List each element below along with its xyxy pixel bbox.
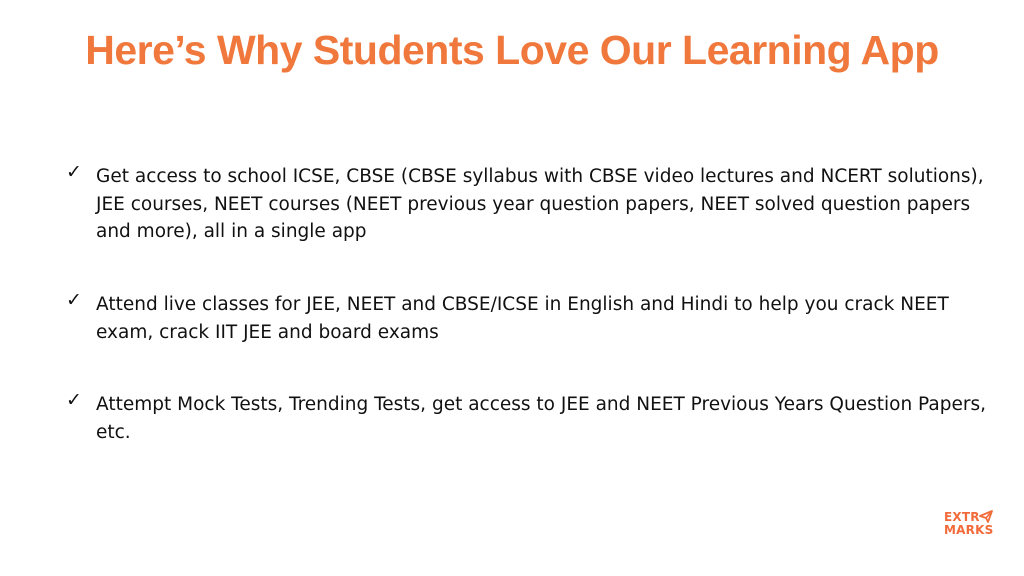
checkmark-icon: ✓	[66, 161, 82, 183]
paper-plane-icon	[979, 510, 993, 523]
bullet-item	[66, 391, 986, 446]
checkmark-icon: ✓	[66, 389, 82, 411]
bullet-text: Attempt Mock Tests, Trending Tests, get access to JEE and NEET Previous Years Question Papers, etc.	[96, 394, 986, 443]
bullet-item	[66, 291, 986, 346]
slide-title: Here’s Why Students Love Our Learning App	[85, 27, 939, 73]
logo-line-2: MARKS	[944, 523, 994, 537]
bullet-text: Get access to school ICSE, CBSE (CBSE syllabus with CBSE video lectures and NCERT solutions), JEE courses, NEET courses (NEET previous year question papers, NEET solved question papers and more), all in a single app	[96, 166, 984, 242]
checkmark-icon: ✓	[66, 289, 82, 311]
bullet-text: Attend live classes for JEE, NEET and CBSE/ICSE in English and Hindi to help you crack NEET exam, crack IIT JEE and board exams	[96, 294, 949, 343]
logo-line-1: EXTR	[944, 510, 980, 524]
bullet-item	[66, 163, 986, 246]
extramarks-logo	[944, 511, 1000, 539]
